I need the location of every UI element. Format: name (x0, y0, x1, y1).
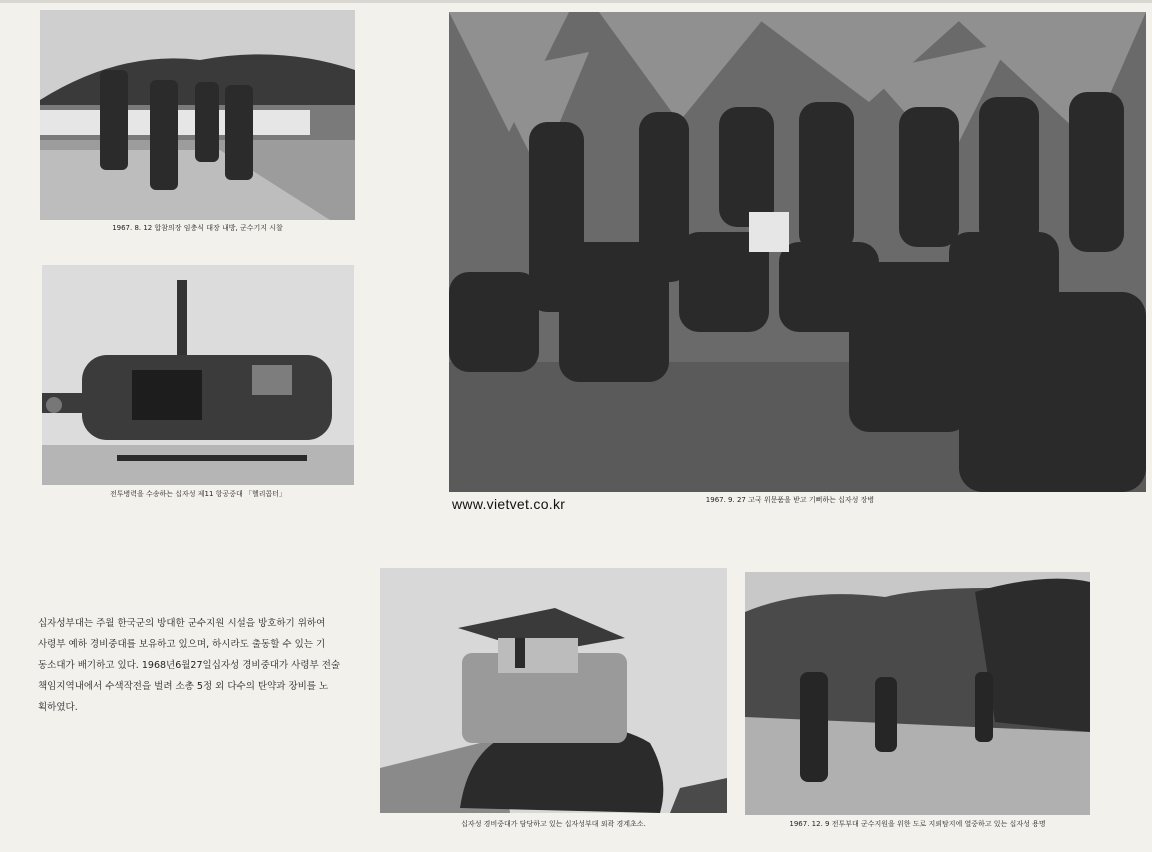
photo-patrol (745, 572, 1090, 815)
body-line: 동소대가 배기하고 있다. 1968년6월27일십자성 경비중대가 사령부 전술 (38, 660, 341, 671)
photo-soldiers-rest (449, 12, 1146, 492)
photo-watchtower-caption: 십자성 경비중대가 담당하고 있는 십자성부대 외곽 경계초소. (461, 820, 646, 828)
body-line: 십자성부대는 주월 한국군의 방대한 군수지원 시설을 방호하기 위하여 (38, 618, 326, 629)
site-watermark: www.vietvet.co.kr (452, 496, 566, 512)
photo-soldiers-rest-caption: 1967. 9. 27 고국 위문품을 받고 기뻐하는 십자성 장병 (705, 496, 875, 504)
photo-commander-visit (40, 10, 355, 220)
photo-helicopter (42, 265, 354, 485)
top-edge (0, 0, 1152, 3)
body-line: 사령부 예하 경비중대를 보유하고 있으며, 하시라도 출동할 수 있는 기 (38, 639, 326, 650)
photo-helicopter-caption: 전투병력을 수송하는 십자성 제11 항공중대 「헬리콥터」 (109, 490, 287, 498)
body-paragraph (38, 613, 358, 718)
body-line: 책임지역내에서 수색작전을 벌려 소총 5정 외 다수의 탄약과 장비를 노 (38, 681, 329, 692)
photo-watchtower (380, 568, 727, 813)
photo-commander-visit-caption: 1967. 8. 12 합참의장 임충식 대장 내방, 군수기지 시찰 (112, 224, 283, 232)
body-line: 획하였다. (38, 702, 78, 713)
photo-patrol-caption: 1967. 12. 9 전투부대 군수지원을 위한 도로 지뢰탐지에 열중하고 있는 십자성 용명 (789, 820, 1046, 828)
